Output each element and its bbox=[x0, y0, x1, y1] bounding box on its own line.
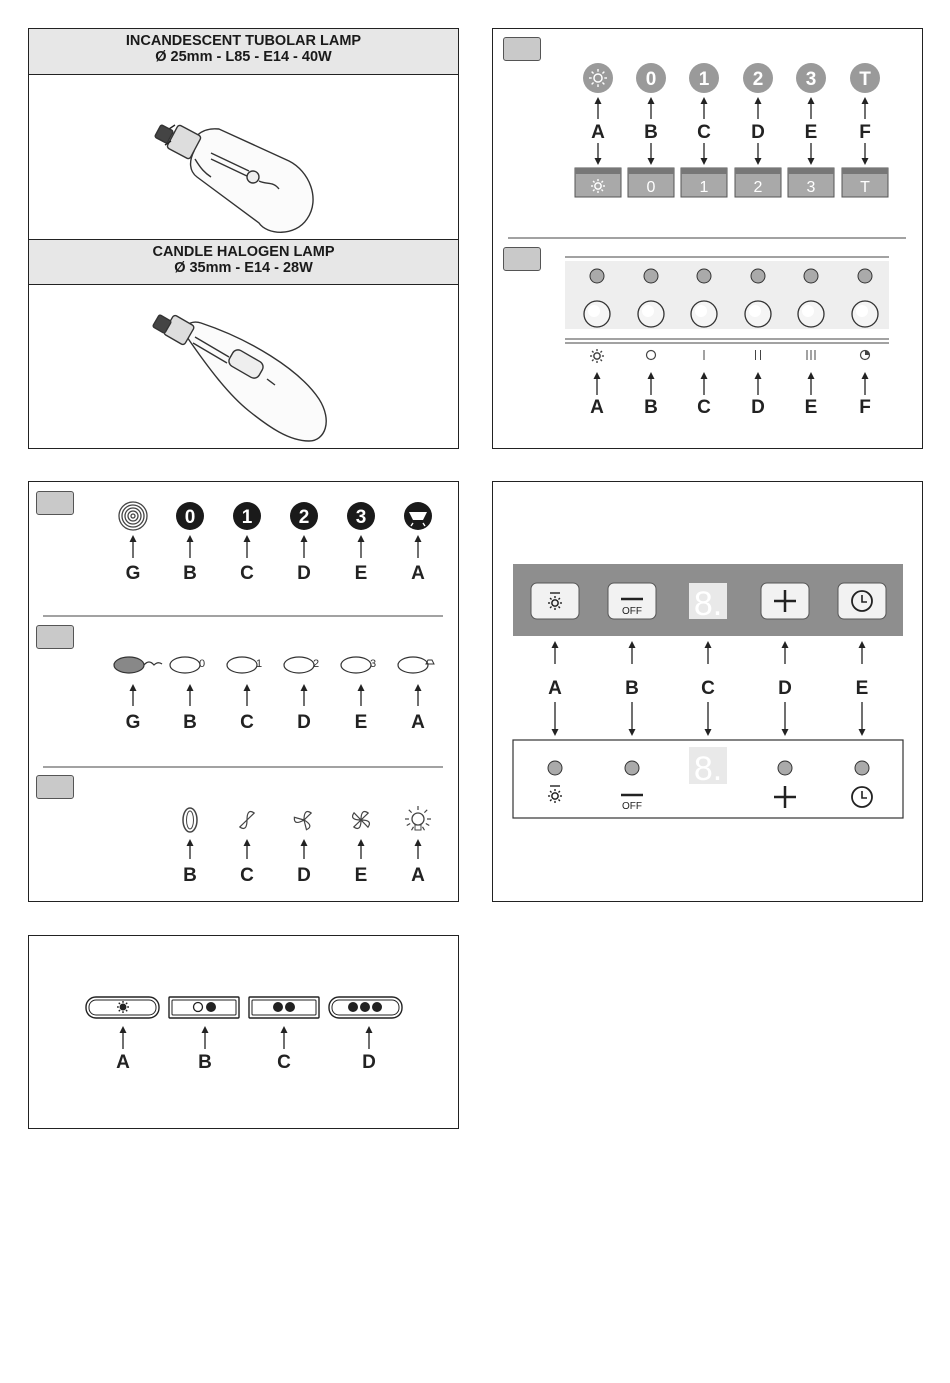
key-label: 3 bbox=[806, 179, 816, 196]
push-button-highlight bbox=[642, 305, 654, 317]
indicator-led bbox=[858, 269, 872, 283]
button-icon-label: 2 bbox=[752, 69, 764, 90]
letter-label: B bbox=[198, 1052, 212, 1073]
push-button-highlight bbox=[588, 305, 600, 317]
arrow-head bbox=[862, 97, 869, 104]
bulb-base bbox=[415, 825, 421, 830]
incandescent-lamp-title: INCANDESCENT TUBOLAR LAMP bbox=[125, 33, 362, 49]
speed-label: 2 bbox=[312, 658, 320, 670]
letter-label: D bbox=[362, 1052, 376, 1073]
control-panel-bottom bbox=[28, 935, 459, 1129]
letter-label: D bbox=[297, 563, 311, 584]
letter-label: C bbox=[701, 678, 715, 699]
arrow-head bbox=[187, 535, 194, 542]
arrow-head bbox=[415, 684, 422, 691]
arrow-head bbox=[552, 729, 559, 736]
speed-1-dot bbox=[206, 1002, 216, 1012]
button-icon-label: 0 bbox=[184, 507, 196, 528]
off-symbol-icon bbox=[647, 351, 656, 360]
touch-key bbox=[531, 583, 579, 619]
letter-label: D bbox=[751, 397, 765, 418]
arrow-head bbox=[595, 97, 602, 104]
key-label: 2 bbox=[753, 179, 763, 196]
grease-filter-icon bbox=[131, 514, 135, 518]
arrow-head bbox=[244, 684, 251, 691]
speed-3-dot bbox=[360, 1002, 370, 1012]
arrow-head bbox=[244, 839, 251, 846]
speed-label: 1 bbox=[255, 658, 263, 670]
arrow-head bbox=[808, 372, 815, 379]
light-symbol-icon-ray bbox=[592, 359, 593, 360]
indicator-led bbox=[625, 761, 639, 775]
push-button-highlight bbox=[856, 305, 868, 317]
key-top bbox=[628, 168, 674, 174]
arrow-head bbox=[808, 158, 815, 165]
letter-label: G bbox=[125, 712, 141, 733]
indicator-led bbox=[590, 269, 604, 283]
letter-label: C bbox=[697, 122, 711, 143]
speed-button bbox=[398, 657, 428, 673]
speed-button bbox=[227, 657, 257, 673]
letter-label: D bbox=[751, 122, 765, 143]
arrow-head bbox=[701, 158, 708, 165]
arrow-head bbox=[859, 641, 866, 648]
arrow-head bbox=[755, 158, 762, 165]
off-key-label: OFF bbox=[622, 606, 642, 617]
fan-speed-icon bbox=[353, 813, 361, 820]
letter-label: B bbox=[644, 122, 658, 143]
arrow-head bbox=[301, 839, 308, 846]
letter-label: C bbox=[240, 865, 254, 886]
arrow-head bbox=[130, 535, 137, 542]
key-label: T bbox=[860, 179, 870, 196]
light-bulb-icon bbox=[412, 813, 424, 825]
light-symbol-icon-ray bbox=[600, 351, 601, 352]
timer-hand bbox=[862, 791, 867, 798]
bulb-ray bbox=[423, 827, 425, 830]
arrow-head bbox=[648, 97, 655, 104]
fan-speed-icon bbox=[304, 812, 311, 820]
off-icon bbox=[183, 808, 197, 832]
grease-filter-icon bbox=[144, 662, 162, 665]
grease-filter-button bbox=[114, 657, 144, 673]
arrow-head bbox=[808, 97, 815, 104]
light-symbol-icon-ray bbox=[600, 359, 601, 360]
arrow-head bbox=[366, 1026, 373, 1033]
letter-label: A bbox=[548, 678, 562, 699]
light-icon-ray bbox=[558, 791, 559, 792]
halogen-lamp-title: CANDLE HALOGEN LAMP bbox=[152, 244, 335, 260]
off-label: OFF bbox=[622, 801, 642, 812]
control-panel-top-right bbox=[492, 28, 923, 449]
arrow-head bbox=[358, 535, 365, 542]
bulb-ray bbox=[409, 810, 412, 813]
indicator-led bbox=[548, 761, 562, 775]
letter-label: D bbox=[297, 865, 311, 886]
push-button-highlight bbox=[749, 305, 761, 317]
light-icon-ray bbox=[550, 799, 551, 800]
top-right-diagram bbox=[493, 29, 921, 447]
bottom-diagram bbox=[29, 936, 457, 1127]
indicator-led bbox=[804, 269, 818, 283]
light-key-icon-ray bbox=[126, 1010, 127, 1011]
arrow-head bbox=[358, 684, 365, 691]
letter-label: A bbox=[591, 122, 605, 143]
speed-3-dot bbox=[348, 1002, 358, 1012]
letter-label: C bbox=[240, 563, 254, 584]
grease-filter-icon bbox=[128, 511, 138, 521]
letter-label: A bbox=[411, 865, 425, 886]
arrow-head bbox=[301, 535, 308, 542]
key-top bbox=[735, 168, 781, 174]
light-icon-ray bbox=[558, 799, 559, 800]
arrow-head bbox=[862, 372, 869, 379]
arrow-head bbox=[859, 729, 866, 736]
arrow-head bbox=[862, 158, 869, 165]
letter-label: C bbox=[697, 397, 711, 418]
letter-label: B bbox=[183, 865, 197, 886]
letter-label: B bbox=[183, 712, 197, 733]
key-top bbox=[842, 168, 888, 174]
light-icon bbox=[552, 793, 558, 799]
arrow-head bbox=[648, 372, 655, 379]
letter-label: F bbox=[859, 397, 871, 418]
letter-label: A bbox=[411, 712, 425, 733]
control-panel-mid-right bbox=[492, 481, 923, 902]
light-key-icon-ray bbox=[119, 1010, 120, 1011]
fan-speed-icon bbox=[361, 820, 369, 827]
bulb-ray bbox=[412, 827, 414, 830]
fan-speed-icon bbox=[361, 812, 368, 820]
speed-label: 3 bbox=[369, 658, 377, 670]
light-key-icon-ray bbox=[119, 1003, 120, 1004]
arrow-head bbox=[782, 729, 789, 736]
light-button-icon bbox=[583, 63, 613, 93]
halogen-lamp-illustration bbox=[149, 299, 359, 444]
letter-label: E bbox=[354, 865, 368, 886]
letter-label: E bbox=[804, 397, 818, 418]
push-button-highlight bbox=[695, 305, 707, 317]
letter-label: A bbox=[116, 1052, 130, 1073]
mid-left-diagram bbox=[29, 482, 457, 900]
letter-label: C bbox=[277, 1052, 291, 1073]
incandescent-lamp-illustration bbox=[149, 89, 369, 239]
arrow-head bbox=[415, 839, 422, 846]
letter-label: A bbox=[590, 397, 604, 418]
arrow-head bbox=[120, 1026, 127, 1033]
arrow-head bbox=[281, 1026, 288, 1033]
arrow-head bbox=[594, 372, 601, 379]
bulb-ray bbox=[426, 824, 429, 826]
arrow-head bbox=[415, 535, 422, 542]
arrow-head bbox=[755, 372, 762, 379]
letter-label: C bbox=[240, 712, 254, 733]
bulb-ray bbox=[424, 810, 427, 813]
letter-label: B bbox=[183, 563, 197, 584]
control-panel-mid-left bbox=[28, 481, 459, 902]
letter-label: D bbox=[778, 678, 792, 699]
light-key-icon-dot bbox=[120, 1004, 126, 1010]
speed-2-dot bbox=[273, 1002, 283, 1012]
arrow-head bbox=[782, 641, 789, 648]
arrow-head bbox=[705, 641, 712, 648]
arrow-head bbox=[629, 729, 636, 736]
seven-segment-display: 8. bbox=[693, 750, 723, 788]
button-icon-label: 2 bbox=[298, 507, 310, 528]
arrow-head bbox=[187, 684, 194, 691]
key-label: 1 bbox=[699, 179, 709, 196]
speed-button bbox=[341, 657, 371, 673]
halogen-lamp-spec: Ø 35mm - E14 - 28W bbox=[174, 260, 313, 276]
push-button-highlight bbox=[802, 305, 814, 317]
letter-label: E bbox=[855, 678, 869, 699]
button-icon-label: 3 bbox=[805, 69, 817, 90]
speed-button bbox=[284, 657, 314, 673]
button-icon-label: 0 bbox=[645, 69, 657, 90]
arrow-head bbox=[244, 535, 251, 542]
arrow-head bbox=[595, 158, 602, 165]
indicator-led bbox=[697, 269, 711, 283]
mid-right-diagram bbox=[493, 482, 921, 900]
letter-label: F bbox=[859, 122, 871, 143]
incandescent-lamp-header bbox=[29, 29, 458, 75]
fan-speed-icon bbox=[240, 820, 247, 828]
button-icon-label: 1 bbox=[241, 507, 253, 528]
arrow-head bbox=[701, 372, 708, 379]
arrow-head bbox=[755, 97, 762, 104]
arrow-head bbox=[629, 641, 636, 648]
fan-speed-icon bbox=[304, 820, 310, 830]
button-strip bbox=[565, 261, 889, 329]
arrow-head bbox=[648, 158, 655, 165]
letter-label: E bbox=[354, 712, 368, 733]
letter-label: G bbox=[125, 563, 141, 584]
fan-speed-icon bbox=[247, 812, 254, 820]
speed-label: 0 bbox=[198, 658, 206, 670]
fan-speed-icon bbox=[354, 820, 361, 828]
letter-label: A bbox=[411, 563, 425, 584]
fan-speed-icon bbox=[294, 817, 304, 822]
incandescent-lamp-spec: Ø 25mm - L85 - E14 - 40W bbox=[155, 49, 332, 65]
light-key-icon-ray bbox=[126, 1003, 127, 1004]
seven-segment-display: 8. bbox=[693, 585, 723, 623]
key-top bbox=[681, 168, 727, 174]
arrow-head bbox=[130, 684, 137, 691]
indicator-led bbox=[751, 269, 765, 283]
variant-tab-b bbox=[503, 247, 541, 271]
indicator-led bbox=[644, 269, 658, 283]
letter-label: E bbox=[804, 122, 818, 143]
key-top bbox=[575, 168, 621, 174]
arrow-head bbox=[701, 97, 708, 104]
speed-3-dot bbox=[372, 1002, 382, 1012]
halogen-lamp-header bbox=[29, 239, 458, 285]
light-icon-ray bbox=[550, 791, 551, 792]
speed-2-dot bbox=[285, 1002, 295, 1012]
key-label: 0 bbox=[646, 179, 656, 196]
arrow-head bbox=[705, 729, 712, 736]
lamp-panel bbox=[28, 28, 459, 449]
arrow-head bbox=[187, 839, 194, 846]
speed-button bbox=[170, 657, 200, 673]
indicator-led bbox=[855, 761, 869, 775]
bulb-ray bbox=[407, 824, 410, 826]
button-icon-label: 3 bbox=[355, 507, 367, 528]
light-symbol-icon-ray bbox=[592, 351, 593, 352]
key-top bbox=[788, 168, 834, 174]
indicator-led bbox=[778, 761, 792, 775]
button-icon-label: 1 bbox=[698, 69, 710, 90]
letter-label: B bbox=[644, 397, 658, 418]
button-icon-label: T bbox=[859, 69, 871, 90]
arrow-head bbox=[358, 839, 365, 846]
grease-filter-icon bbox=[119, 502, 147, 530]
arrow-head bbox=[202, 1026, 209, 1033]
letter-label: B bbox=[625, 678, 639, 699]
timer-icon-fill bbox=[865, 351, 870, 356]
letter-label: D bbox=[297, 712, 311, 733]
light-symbol-icon bbox=[594, 353, 600, 359]
off-icon-inner bbox=[187, 811, 194, 829]
letter-label: E bbox=[354, 563, 368, 584]
arrow-head bbox=[301, 684, 308, 691]
arrow-head bbox=[552, 641, 559, 648]
